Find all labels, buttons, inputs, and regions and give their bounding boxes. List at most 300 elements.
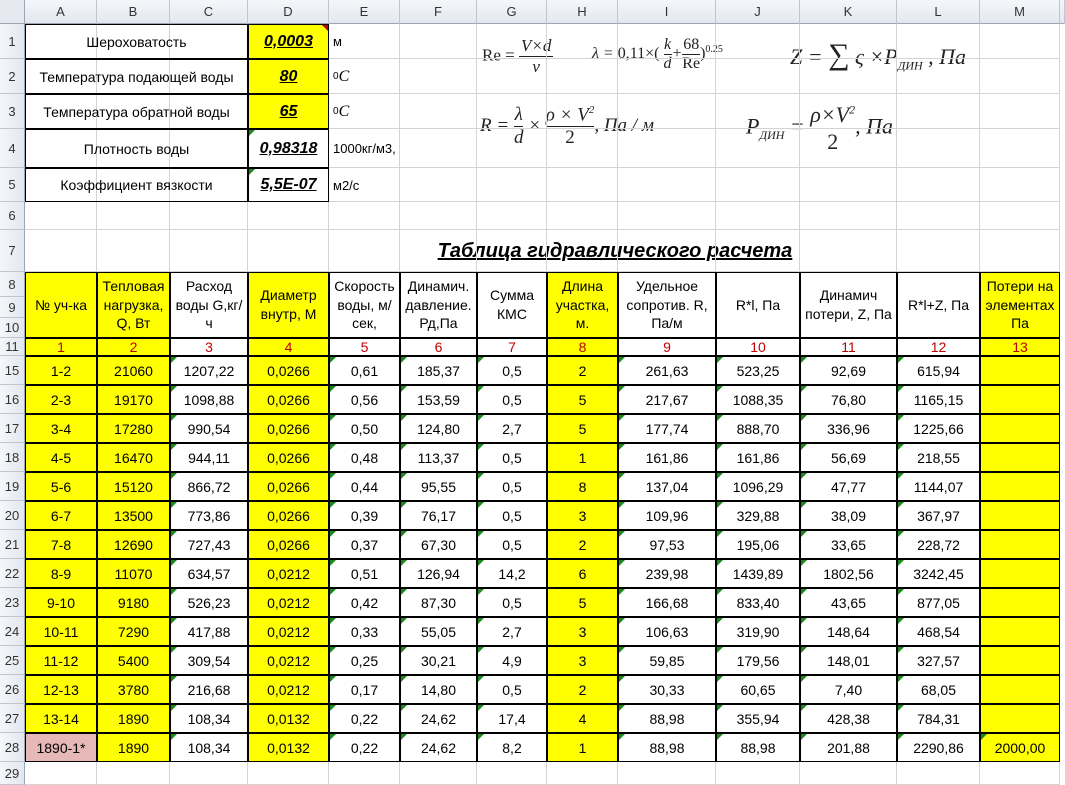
param-value[interactable]: 0,98318 — [248, 129, 329, 168]
table-cell[interactable]: 526,23 — [170, 588, 248, 617]
table-cell[interactable]: 124,80 — [400, 414, 477, 443]
table-cell[interactable]: 67,30 — [400, 530, 477, 559]
table-cell[interactable]: 0,44 — [329, 472, 400, 501]
table-cell[interactable]: 0,0266 — [248, 501, 329, 530]
table-cell[interactable]: 0,51 — [329, 559, 400, 588]
table-cell[interactable]: 888,70 — [716, 414, 800, 443]
table-cell[interactable]: 773,86 — [170, 501, 248, 530]
table-cell[interactable]: 14,80 — [400, 675, 477, 704]
table-cell[interactable]: 87,30 — [400, 588, 477, 617]
table-cell[interactable]: 195,06 — [716, 530, 800, 559]
row-header-9[interactable]: 9 — [0, 297, 25, 318]
row-header-28[interactable]: 28 — [0, 733, 25, 762]
table-cell[interactable]: 1096,29 — [716, 472, 800, 501]
cell[interactable] — [800, 168, 897, 202]
row-header-22[interactable]: 22 — [0, 559, 25, 588]
table-cell[interactable]: 0,5 — [477, 356, 547, 385]
segment-id-cell[interactable]: 7-8 — [25, 530, 97, 559]
column-header-K[interactable]: K — [800, 0, 897, 24]
segment-id-cell[interactable]: 9-10 — [25, 588, 97, 617]
cell[interactable] — [618, 168, 716, 202]
table-cell[interactable]: 92,69 — [800, 356, 897, 385]
cell[interactable] — [716, 94, 800, 129]
table-cell[interactable]: 1802,56 — [800, 559, 897, 588]
table-cell[interactable]: 0,61 — [329, 356, 400, 385]
row-header-15[interactable]: 15 — [0, 356, 25, 385]
row-header-27[interactable]: 27 — [0, 704, 25, 733]
cell[interactable] — [980, 762, 1060, 785]
cell[interactable] — [400, 202, 477, 230]
column-header-J[interactable]: J — [716, 0, 800, 24]
table-cell[interactable]: 0,42 — [329, 588, 400, 617]
table-cell[interactable] — [980, 443, 1060, 472]
column-header-C[interactable]: C — [170, 0, 248, 24]
table-cell[interactable]: 179,56 — [716, 646, 800, 675]
row-header-16[interactable]: 16 — [0, 385, 25, 414]
cell[interactable] — [618, 24, 716, 59]
cell[interactable] — [980, 94, 1060, 129]
table-cell[interactable]: 217,67 — [618, 385, 716, 414]
cell[interactable] — [547, 59, 618, 94]
table-cell[interactable]: 47,77 — [800, 472, 897, 501]
table-cell[interactable]: 0,39 — [329, 501, 400, 530]
table-cell[interactable]: 1 — [547, 733, 618, 762]
table-cell[interactable]: 5400 — [97, 646, 170, 675]
cell[interactable] — [618, 129, 716, 168]
table-cell[interactable]: 2290,86 — [897, 733, 980, 762]
cell[interactable] — [400, 59, 477, 94]
table-cell[interactable]: 106,63 — [618, 617, 716, 646]
table-cell[interactable]: 8,2 — [477, 733, 547, 762]
table-cell[interactable]: 60,65 — [716, 675, 800, 704]
param-value[interactable]: 80 — [248, 59, 329, 94]
cell[interactable] — [170, 230, 248, 272]
cell[interactable] — [477, 168, 547, 202]
row-header-29[interactable]: 29 — [0, 762, 25, 785]
cell[interactable] — [897, 230, 980, 272]
table-cell[interactable]: 0,0212 — [248, 617, 329, 646]
cell[interactable] — [618, 230, 716, 272]
table-cell[interactable]: 336,96 — [800, 414, 897, 443]
column-header-D[interactable]: D — [248, 0, 329, 24]
column-header-F[interactable]: F — [400, 0, 477, 24]
table-cell[interactable]: 2,7 — [477, 414, 547, 443]
column-header-B[interactable]: B — [97, 0, 170, 24]
table-cell[interactable]: 0,33 — [329, 617, 400, 646]
cell[interactable] — [25, 762, 97, 785]
cell[interactable] — [897, 94, 980, 129]
table-cell[interactable]: 218,55 — [897, 443, 980, 472]
cell[interactable] — [980, 168, 1060, 202]
column-header-G[interactable]: G — [477, 0, 547, 24]
table-cell[interactable]: 1890 — [97, 704, 170, 733]
segment-id-cell[interactable]: 10-11 — [25, 617, 97, 646]
segment-id-cell[interactable]: 11-12 — [25, 646, 97, 675]
table-cell[interactable]: 97,53 — [618, 530, 716, 559]
table-cell[interactable]: 0,5 — [477, 530, 547, 559]
cell[interactable] — [618, 94, 716, 129]
row-header-10[interactable]: 10 — [0, 318, 25, 338]
table-cell[interactable]: 0,50 — [329, 414, 400, 443]
table-cell[interactable]: 1165,15 — [897, 385, 980, 414]
cell[interactable] — [97, 202, 170, 230]
cell[interactable] — [716, 24, 800, 59]
table-cell[interactable]: 30,21 — [400, 646, 477, 675]
row-header-1[interactable]: 1 — [0, 24, 25, 59]
table-cell[interactable]: 201,88 — [800, 733, 897, 762]
param-value[interactable]: 0,0003 — [248, 24, 329, 59]
table-cell[interactable]: 0,25 — [329, 646, 400, 675]
table-cell[interactable]: 1225,66 — [897, 414, 980, 443]
cell[interactable] — [477, 94, 547, 129]
table-cell[interactable]: 0,0266 — [248, 443, 329, 472]
table-cell[interactable]: 0,0266 — [248, 530, 329, 559]
table-cell[interactable]: 0,17 — [329, 675, 400, 704]
table-cell[interactable]: 0,0212 — [248, 646, 329, 675]
table-cell[interactable]: 5 — [547, 414, 618, 443]
table-cell[interactable]: 14,2 — [477, 559, 547, 588]
cell[interactable] — [800, 24, 897, 59]
table-cell[interactable]: 108,34 — [170, 733, 248, 762]
table-cell[interactable]: 866,72 — [170, 472, 248, 501]
table-cell[interactable]: 6 — [547, 559, 618, 588]
row-header-23[interactable]: 23 — [0, 588, 25, 617]
table-cell[interactable] — [980, 704, 1060, 733]
table-cell[interactable]: 137,04 — [618, 472, 716, 501]
table-cell[interactable]: 9180 — [97, 588, 170, 617]
column-header-extra[interactable] — [1060, 0, 1065, 24]
table-cell[interactable]: 1890 — [97, 733, 170, 762]
cell[interactable] — [400, 94, 477, 129]
cell[interactable] — [477, 762, 547, 785]
cell[interactable] — [477, 24, 547, 59]
cell[interactable] — [800, 59, 897, 94]
table-cell[interactable]: 148,64 — [800, 617, 897, 646]
table-cell[interactable]: 0,5 — [477, 675, 547, 704]
table-cell[interactable]: 1144,07 — [897, 472, 980, 501]
table-cell[interactable]: 2000,00 — [980, 733, 1060, 762]
table-cell[interactable]: 355,94 — [716, 704, 800, 733]
segment-id-cell[interactable]: 4-5 — [25, 443, 97, 472]
cell[interactable] — [716, 230, 800, 272]
cell[interactable] — [329, 762, 400, 785]
table-cell[interactable] — [980, 588, 1060, 617]
table-cell[interactable] — [980, 356, 1060, 385]
table-cell[interactable]: 523,25 — [716, 356, 800, 385]
table-cell[interactable]: 468,54 — [897, 617, 980, 646]
table-cell[interactable]: 1439,89 — [716, 559, 800, 588]
cell[interactable] — [547, 94, 618, 129]
segment-id-cell[interactable]: 2-3 — [25, 385, 97, 414]
table-cell[interactable]: 15120 — [97, 472, 170, 501]
cell[interactable] — [400, 129, 477, 168]
cell[interactable] — [547, 24, 618, 59]
cell[interactable] — [170, 202, 248, 230]
table-cell[interactable]: 126,94 — [400, 559, 477, 588]
table-cell[interactable]: 0,5 — [477, 385, 547, 414]
table-cell[interactable]: 309,54 — [170, 646, 248, 675]
cell[interactable] — [547, 168, 618, 202]
cell[interactable] — [97, 230, 170, 272]
segment-id-cell[interactable]: 3-4 — [25, 414, 97, 443]
cell[interactable] — [25, 230, 97, 272]
table-cell[interactable]: 0,56 — [329, 385, 400, 414]
table-cell[interactable]: 148,01 — [800, 646, 897, 675]
table-cell[interactable]: 228,72 — [897, 530, 980, 559]
cell[interactable] — [329, 202, 400, 230]
table-cell[interactable]: 7290 — [97, 617, 170, 646]
table-cell[interactable]: 68,05 — [897, 675, 980, 704]
table-cell[interactable]: 634,57 — [170, 559, 248, 588]
segment-id-cell[interactable]: 13-14 — [25, 704, 97, 733]
cell[interactable] — [897, 202, 980, 230]
cell[interactable] — [980, 202, 1060, 230]
table-cell[interactable]: 38,09 — [800, 501, 897, 530]
table-cell[interactable]: 8 — [547, 472, 618, 501]
table-cell[interactable]: 16470 — [97, 443, 170, 472]
table-cell[interactable]: 153,59 — [400, 385, 477, 414]
cell[interactable] — [400, 24, 477, 59]
table-cell[interactable]: 2 — [547, 356, 618, 385]
table-cell[interactable]: 95,55 — [400, 472, 477, 501]
table-cell[interactable]: 0,5 — [477, 472, 547, 501]
column-header-M[interactable]: M — [980, 0, 1060, 24]
row-header-21[interactable]: 21 — [0, 530, 25, 559]
column-header-H[interactable]: H — [547, 0, 618, 24]
table-cell[interactable]: 33,65 — [800, 530, 897, 559]
table-cell[interactable]: 990,54 — [170, 414, 248, 443]
table-cell[interactable]: 615,94 — [897, 356, 980, 385]
param-value[interactable]: 65 — [248, 94, 329, 129]
table-cell[interactable]: 88,98 — [618, 704, 716, 733]
cell[interactable] — [547, 129, 618, 168]
table-cell[interactable]: 4,9 — [477, 646, 547, 675]
segment-id-cell[interactable]: 1890-1* — [25, 733, 97, 762]
table-cell[interactable]: 76,17 — [400, 501, 477, 530]
table-cell[interactable]: 13500 — [97, 501, 170, 530]
cell[interactable] — [716, 168, 800, 202]
cell[interactable] — [716, 202, 800, 230]
table-cell[interactable]: 261,63 — [618, 356, 716, 385]
cell[interactable] — [800, 94, 897, 129]
segment-id-cell[interactable]: 1-2 — [25, 356, 97, 385]
table-cell[interactable]: 367,97 — [897, 501, 980, 530]
table-cell[interactable]: 833,40 — [716, 588, 800, 617]
column-header-E[interactable]: E — [329, 0, 400, 24]
cell[interactable] — [618, 762, 716, 785]
cell[interactable] — [477, 59, 547, 94]
cell[interactable] — [800, 230, 897, 272]
table-cell[interactable]: 0,22 — [329, 704, 400, 733]
table-cell[interactable]: 0,0266 — [248, 356, 329, 385]
row-header-25[interactable]: 25 — [0, 646, 25, 675]
table-cell[interactable]: 24,62 — [400, 733, 477, 762]
row-header-7[interactable]: 7 — [0, 230, 25, 272]
table-cell[interactable]: 88,98 — [716, 733, 800, 762]
cell[interactable] — [800, 202, 897, 230]
cell[interactable] — [897, 762, 980, 785]
cell[interactable] — [547, 762, 618, 785]
table-cell[interactable] — [980, 414, 1060, 443]
table-cell[interactable]: 5 — [547, 385, 618, 414]
table-cell[interactable]: 0,0132 — [248, 733, 329, 762]
table-cell[interactable]: 216,68 — [170, 675, 248, 704]
cell[interactable] — [618, 59, 716, 94]
row-header-24[interactable]: 24 — [0, 617, 25, 646]
cell[interactable] — [547, 202, 618, 230]
select-all-corner[interactable] — [0, 0, 25, 24]
column-header-I[interactable]: I — [618, 0, 716, 24]
table-cell[interactable]: 30,33 — [618, 675, 716, 704]
table-cell[interactable]: 56,69 — [800, 443, 897, 472]
table-cell[interactable]: 3780 — [97, 675, 170, 704]
cell[interactable] — [170, 762, 248, 785]
table-cell[interactable]: 0,0266 — [248, 414, 329, 443]
row-header-17[interactable]: 17 — [0, 414, 25, 443]
row-header-19[interactable]: 19 — [0, 472, 25, 501]
segment-id-cell[interactable]: 5-6 — [25, 472, 97, 501]
table-cell[interactable]: 7,40 — [800, 675, 897, 704]
table-cell[interactable] — [980, 472, 1060, 501]
table-cell[interactable] — [980, 646, 1060, 675]
table-cell[interactable]: 59,85 — [618, 646, 716, 675]
table-cell[interactable]: 17,4 — [477, 704, 547, 733]
segment-id-cell[interactable]: 12-13 — [25, 675, 97, 704]
table-cell[interactable] — [980, 617, 1060, 646]
table-cell[interactable]: 327,57 — [897, 646, 980, 675]
table-cell[interactable]: 0,22 — [329, 733, 400, 762]
table-cell[interactable]: 727,43 — [170, 530, 248, 559]
row-header-4[interactable]: 4 — [0, 129, 25, 168]
row-header-11[interactable]: 11 — [0, 338, 25, 356]
table-cell[interactable] — [980, 559, 1060, 588]
cell[interactable] — [980, 230, 1060, 272]
table-cell[interactable]: 417,88 — [170, 617, 248, 646]
cell[interactable] — [97, 762, 170, 785]
row-header-20[interactable]: 20 — [0, 501, 25, 530]
table-cell[interactable]: 1 — [547, 443, 618, 472]
cell[interactable] — [980, 59, 1060, 94]
table-cell[interactable]: 0,5 — [477, 443, 547, 472]
cell[interactable] — [248, 762, 329, 785]
cell[interactable] — [800, 762, 897, 785]
cell[interactable] — [477, 202, 547, 230]
table-cell[interactable]: 784,31 — [897, 704, 980, 733]
segment-id-cell[interactable]: 8-9 — [25, 559, 97, 588]
table-cell[interactable]: 4 — [547, 704, 618, 733]
table-cell[interactable] — [980, 501, 1060, 530]
cell[interactable] — [716, 762, 800, 785]
table-cell[interactable]: 21060 — [97, 356, 170, 385]
row-header-6[interactable]: 6 — [0, 202, 25, 230]
table-cell[interactable]: 1207,22 — [170, 356, 248, 385]
table-cell[interactable]: 0,0132 — [248, 704, 329, 733]
table-cell[interactable]: 177,74 — [618, 414, 716, 443]
table-cell[interactable] — [980, 530, 1060, 559]
table-cell[interactable]: 0,0212 — [248, 675, 329, 704]
column-header-A[interactable]: A — [25, 0, 97, 24]
table-cell[interactable]: 3242,45 — [897, 559, 980, 588]
row-header-18[interactable]: 18 — [0, 443, 25, 472]
cell[interactable] — [980, 129, 1060, 168]
table-cell[interactable]: 0,5 — [477, 588, 547, 617]
row-header-26[interactable]: 26 — [0, 675, 25, 704]
table-cell[interactable]: 108,34 — [170, 704, 248, 733]
table-cell[interactable]: 239,98 — [618, 559, 716, 588]
table-cell[interactable]: 76,80 — [800, 385, 897, 414]
table-cell[interactable]: 329,88 — [716, 501, 800, 530]
table-cell[interactable] — [980, 385, 1060, 414]
cell[interactable] — [897, 59, 980, 94]
table-cell[interactable]: 24,62 — [400, 704, 477, 733]
table-cell[interactable]: 944,11 — [170, 443, 248, 472]
cell[interactable] — [248, 230, 329, 272]
table-cell[interactable]: 161,86 — [618, 443, 716, 472]
table-cell[interactable]: 2 — [547, 530, 618, 559]
table-cell[interactable]: 0,5 — [477, 501, 547, 530]
table-cell[interactable]: 1098,88 — [170, 385, 248, 414]
cell[interactable] — [618, 202, 716, 230]
table-cell[interactable]: 88,98 — [618, 733, 716, 762]
segment-id-cell[interactable]: 6-7 — [25, 501, 97, 530]
table-cell[interactable]: 2 — [547, 675, 618, 704]
row-header-5[interactable]: 5 — [0, 168, 25, 202]
table-cell[interactable]: 0,0212 — [248, 588, 329, 617]
table-cell[interactable]: 0,0266 — [248, 385, 329, 414]
row-header-3[interactable]: 3 — [0, 94, 25, 129]
table-cell[interactable]: 11070 — [97, 559, 170, 588]
table-cell[interactable] — [980, 675, 1060, 704]
cell[interactable] — [400, 762, 477, 785]
cell[interactable] — [897, 168, 980, 202]
table-cell[interactable]: 428,38 — [800, 704, 897, 733]
cell[interactable] — [980, 24, 1060, 59]
table-cell[interactable]: 3 — [547, 617, 618, 646]
table-cell[interactable]: 55,05 — [400, 617, 477, 646]
table-cell[interactable]: 3 — [547, 501, 618, 530]
cell[interactable] — [329, 230, 400, 272]
cell[interactable] — [477, 129, 547, 168]
table-cell[interactable]: 19170 — [97, 385, 170, 414]
row-header-2[interactable]: 2 — [0, 59, 25, 94]
cell[interactable] — [547, 230, 618, 272]
table-cell[interactable]: 166,68 — [618, 588, 716, 617]
param-value[interactable]: 5,5E-07 — [248, 168, 329, 202]
table-cell[interactable]: 1088,35 — [716, 385, 800, 414]
row-header-8[interactable]: 8 — [0, 272, 25, 297]
table-cell[interactable]: 0,0212 — [248, 559, 329, 588]
table-cell[interactable]: 0,0266 — [248, 472, 329, 501]
table-cell[interactable]: 3 — [547, 646, 618, 675]
table-cell[interactable]: 161,86 — [716, 443, 800, 472]
cell[interactable] — [800, 129, 897, 168]
cell[interactable] — [897, 24, 980, 59]
cell[interactable] — [400, 230, 477, 272]
cell[interactable] — [477, 230, 547, 272]
table-cell[interactable]: 109,96 — [618, 501, 716, 530]
table-cell[interactable]: 43,65 — [800, 588, 897, 617]
cell[interactable] — [716, 129, 800, 168]
table-cell[interactable]: 319,90 — [716, 617, 800, 646]
table-cell[interactable]: 17280 — [97, 414, 170, 443]
cell[interactable] — [897, 129, 980, 168]
table-cell[interactable]: 0,48 — [329, 443, 400, 472]
table-cell[interactable]: 2,7 — [477, 617, 547, 646]
table-cell[interactable]: 12690 — [97, 530, 170, 559]
table-cell[interactable]: 877,05 — [897, 588, 980, 617]
cell[interactable] — [400, 168, 477, 202]
table-cell[interactable]: 0,37 — [329, 530, 400, 559]
